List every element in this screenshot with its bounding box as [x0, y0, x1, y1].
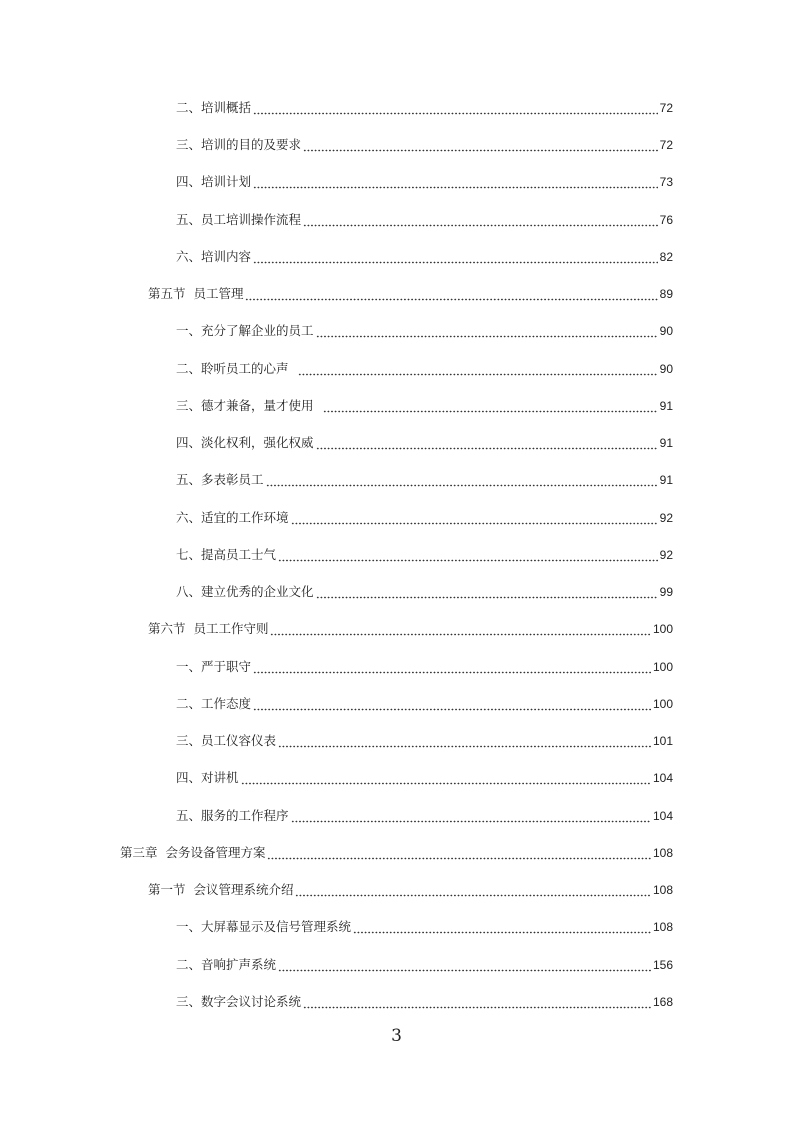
- toc-entry-label: 三、员工仪容仪表: [176, 733, 277, 748]
- toc-dot-leader: [267, 843, 651, 863]
- toc-entry-page: 104: [652, 771, 673, 785]
- toc-dot-leader: [253, 694, 651, 714]
- toc-entry-section[interactable]: [148, 619, 673, 639]
- toc-entry[interactable]: [176, 731, 673, 751]
- toc-entry[interactable]: [176, 917, 673, 937]
- toc-entry-page: 108: [652, 846, 673, 860]
- toc-dot-leader: [245, 284, 657, 304]
- toc-entry-page: 104: [652, 809, 673, 823]
- toc-dot-leader: [278, 545, 658, 565]
- toc-dot-leader: [266, 470, 658, 490]
- toc-entry-page: 73: [659, 175, 673, 189]
- toc-entry-label: 四、淡化权利，强化权威: [176, 435, 314, 450]
- toc-dot-leader: [253, 98, 658, 118]
- toc-entry-page: 100: [652, 660, 673, 674]
- toc-entry-label: 三、培训的目的及要求: [176, 137, 302, 152]
- toc-entry-page: 91: [659, 473, 673, 487]
- toc-entry-label: 第一节 会议管理系统介绍: [148, 882, 294, 897]
- toc-entry-label: 二、音响扩声系统: [176, 957, 277, 972]
- toc-entry[interactable]: [176, 359, 673, 379]
- toc-dot-leader: [353, 917, 651, 937]
- toc-entry-label: 二、聆听员工的心声: [176, 361, 297, 376]
- toc-dot-leader: [253, 247, 658, 267]
- toc-entry-label: 五、多表彰员工: [176, 472, 264, 487]
- toc-entry-page: 82: [659, 250, 673, 264]
- toc-entry[interactable]: [176, 582, 673, 602]
- toc-entry[interactable]: [176, 98, 673, 118]
- toc-entry-label: 二、工作态度: [176, 696, 252, 711]
- toc-entry[interactable]: [176, 247, 673, 267]
- toc-entry-page: 72: [659, 138, 673, 152]
- toc-dot-leader: [323, 396, 657, 416]
- toc-entry[interactable]: [176, 657, 673, 677]
- toc-entry-label: 六、适宜的工作环境: [176, 510, 289, 525]
- toc-dot-leader: [298, 359, 657, 379]
- toc-entry-section[interactable]: [148, 284, 673, 304]
- toc-entry-label: 第六节 员工工作守则: [148, 621, 269, 636]
- toc-entry-label: 四、对讲机: [176, 770, 239, 785]
- toc-entry-label: 七、提高员工士气: [176, 547, 277, 562]
- toc-dot-leader: [316, 433, 658, 453]
- toc-entry-page: 99: [659, 585, 673, 599]
- toc-entry-page: 101: [652, 734, 673, 748]
- toc-entry-page: 76: [659, 213, 673, 227]
- toc-entry[interactable]: [176, 545, 673, 565]
- toc-dot-leader: [303, 135, 658, 155]
- toc-entry-label: 三、数字会议讨论系统: [176, 994, 302, 1009]
- toc-entry-label: 三、德才兼备，量才使用: [176, 398, 322, 413]
- toc-entry-label: 一、严于职守: [176, 659, 252, 674]
- toc-dot-leader: [278, 955, 651, 975]
- toc-entry-label: 六、培训内容: [176, 249, 252, 264]
- toc-entry-page: 108: [652, 920, 673, 934]
- toc-entry-label: 一、大屏幕显示及信号管理系统: [176, 919, 352, 934]
- toc-dot-leader: [270, 619, 651, 639]
- toc-entry-label: 五、员工培训操作流程: [176, 212, 302, 227]
- toc-dot-leader: [291, 806, 651, 826]
- toc-entry-label: 一、充分了解企业的员工: [176, 323, 314, 338]
- toc-dot-leader: [316, 321, 658, 341]
- toc-entry[interactable]: [176, 396, 673, 416]
- toc-entry[interactable]: [176, 955, 673, 975]
- toc-entry[interactable]: [176, 992, 673, 1012]
- toc-entry-page: 168: [652, 995, 673, 1009]
- toc-dot-leader: [316, 582, 658, 602]
- toc-entry-page: 92: [659, 511, 673, 525]
- toc-entry-page: 89: [659, 287, 673, 301]
- toc-entry[interactable]: [176, 508, 673, 528]
- toc-entry[interactable]: [176, 210, 673, 230]
- toc-entry[interactable]: [176, 806, 673, 826]
- toc-dot-leader: [278, 731, 651, 751]
- toc-entry-page: 92: [659, 548, 673, 562]
- toc-dot-leader: [241, 768, 651, 788]
- toc-entry[interactable]: [176, 433, 673, 453]
- toc-entry-page: 91: [659, 436, 673, 450]
- toc-entry-label: 八、建立优秀的企业文化: [176, 584, 314, 599]
- toc-entry-chapter[interactable]: [120, 843, 673, 863]
- toc-dot-leader: [253, 172, 658, 192]
- toc-entry[interactable]: [176, 694, 673, 714]
- toc-entry[interactable]: [176, 321, 673, 341]
- toc-dot-leader: [291, 508, 658, 528]
- toc-entry-page: 90: [659, 362, 673, 376]
- toc-dot-leader: [295, 880, 651, 900]
- toc-dot-leader: [253, 657, 651, 677]
- toc-dot-leader: [303, 210, 658, 230]
- toc-entry-page: 156: [652, 958, 673, 972]
- toc-entry-label: 五、服务的工作程序: [176, 808, 289, 823]
- toc-entry-page: 91: [659, 399, 673, 413]
- toc-entry-page: 100: [652, 697, 673, 711]
- toc-entry-section[interactable]: [148, 880, 673, 900]
- toc-entry[interactable]: [176, 135, 673, 155]
- toc-dot-leader: [303, 992, 651, 1012]
- toc-entry-page: 90: [659, 324, 673, 338]
- toc-entry[interactable]: [176, 470, 673, 490]
- toc-entry[interactable]: [176, 172, 673, 192]
- toc-entry-label: 第五节 员工管理: [148, 286, 244, 301]
- toc-entry-page: 72: [659, 101, 673, 115]
- toc-entry-label: 四、培训计划: [176, 174, 252, 189]
- toc-entry-page: 100: [652, 622, 673, 636]
- page-number: 3: [391, 1026, 402, 1046]
- toc-entry-label: 二、培训概括: [176, 100, 252, 115]
- toc-entry-label: 第三章 会务设备管理方案: [120, 845, 266, 860]
- toc-entry-page: 108: [652, 883, 673, 897]
- toc-entry[interactable]: [176, 768, 673, 788]
